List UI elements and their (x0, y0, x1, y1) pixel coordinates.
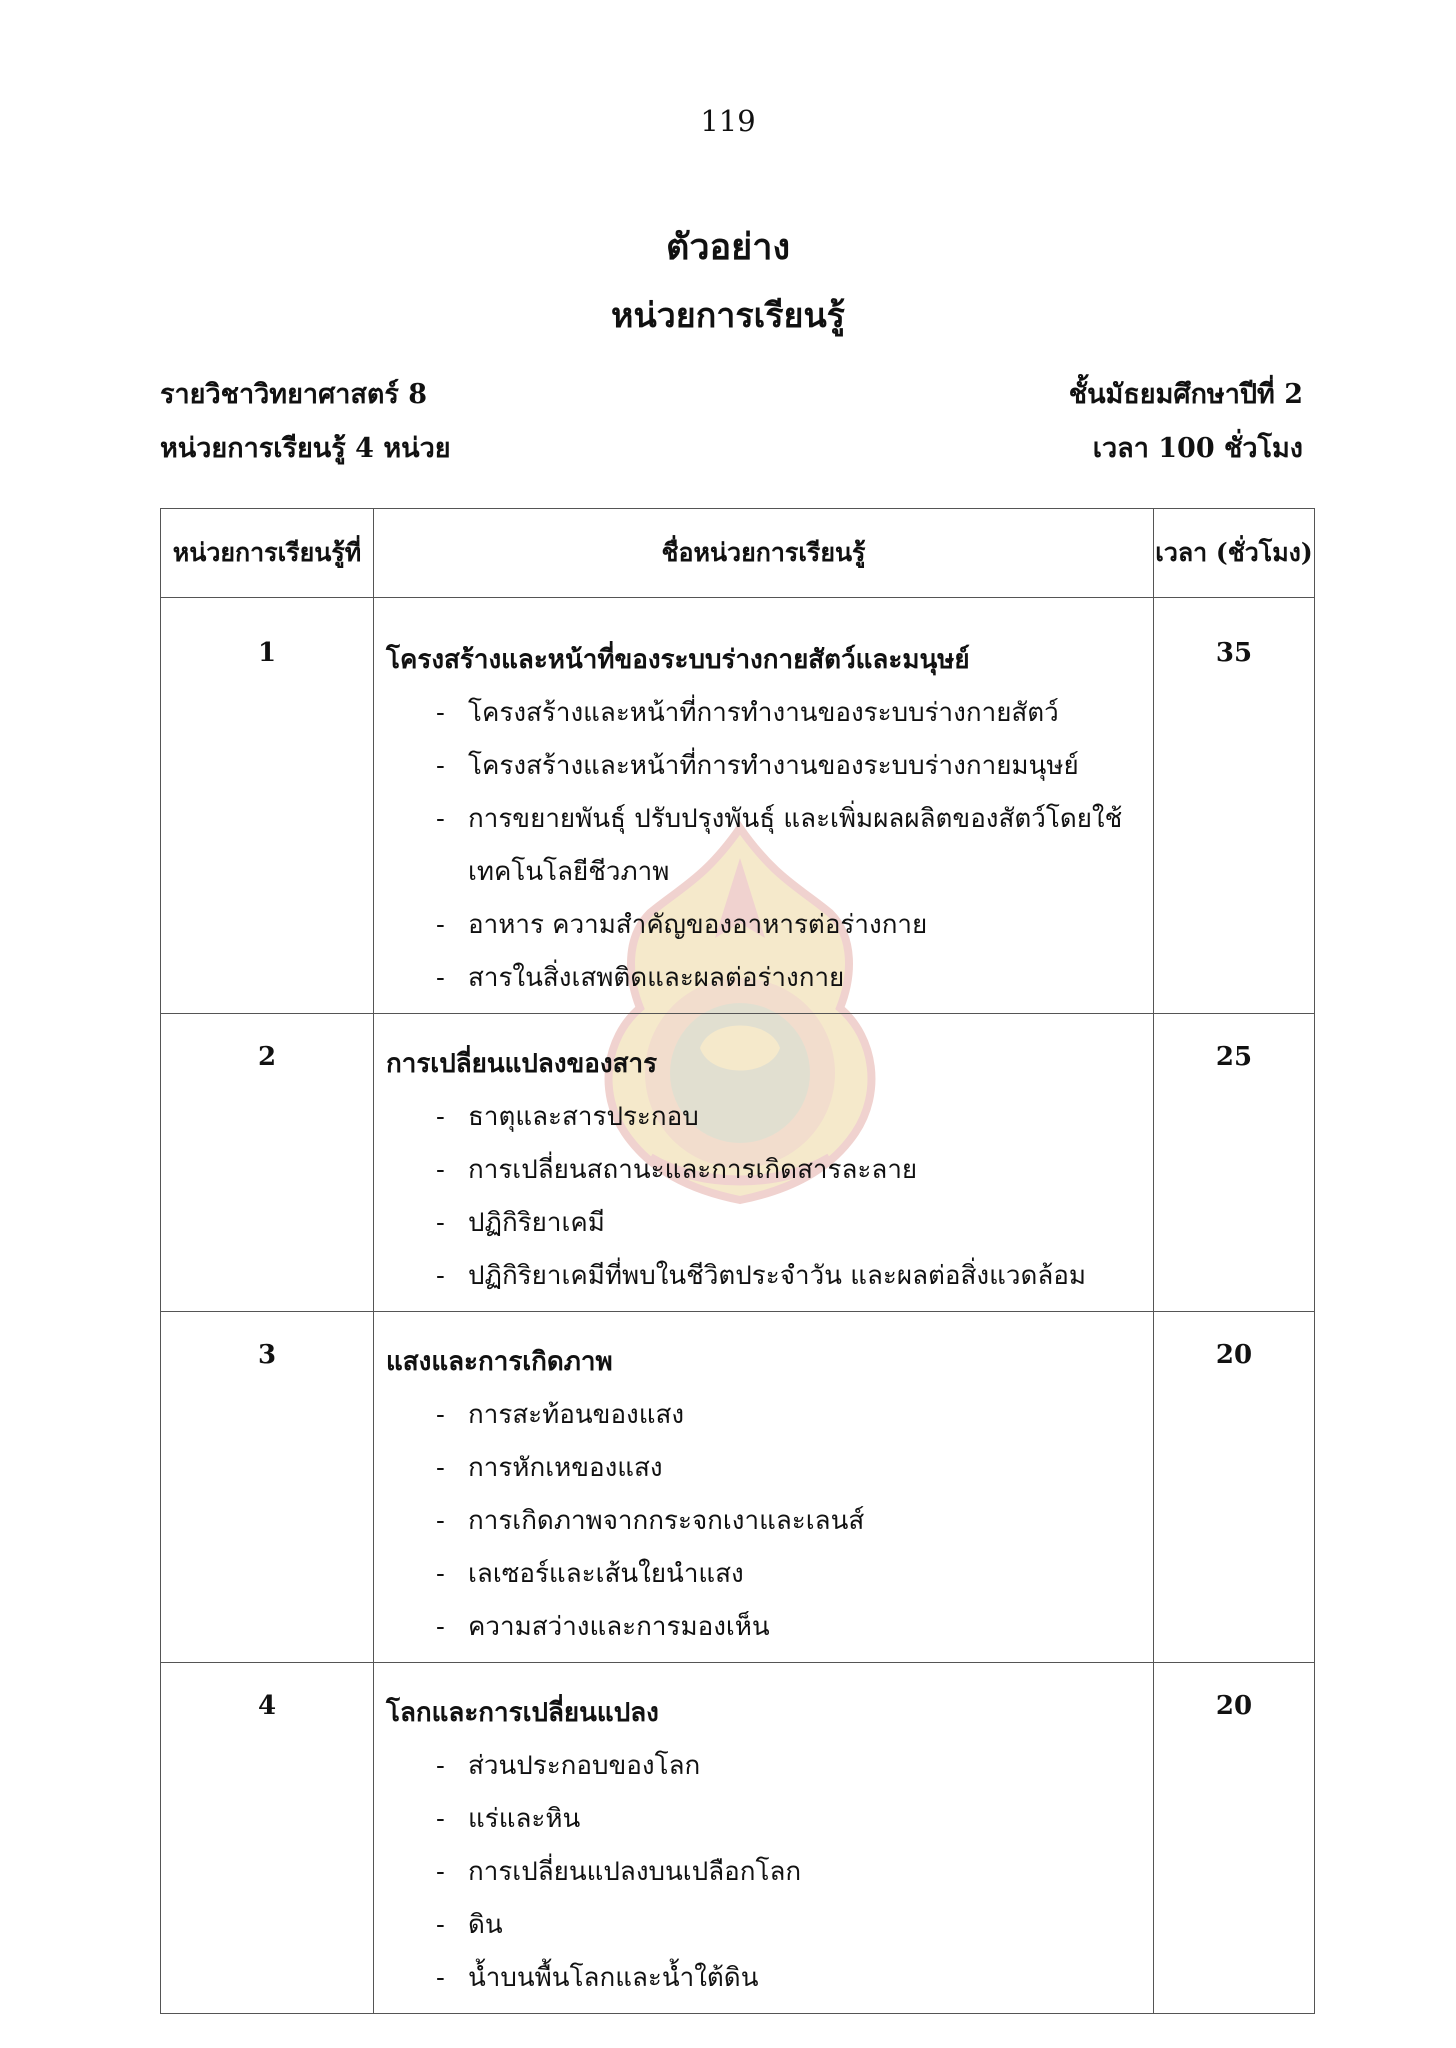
topic-item: - สารในสิ่งเสพติดและผลต่อร่างกาย (386, 952, 1149, 1005)
topic-item: - แร่และหิน (386, 1793, 1149, 1846)
unit-hours: 35 (1154, 598, 1315, 1014)
topic-item: - การขยายพันธุ์ ปรับปรุงพันธุ์ และเพิ่มผลผลิตของสัตว์โดยใช้เทคโนโลยีชีวภาพ (386, 793, 1149, 899)
course-time: เวลา 100 ชั่วโมง (1092, 433, 1303, 464)
topic-item: - โครงสร้างและหน้าที่การทำงานของระบบร่างกายสัตว์ (386, 687, 1149, 740)
page-number: 119 (700, 104, 756, 138)
topic-item: - ดิน (386, 1899, 1149, 1952)
table-row (161, 598, 1315, 1014)
unit-content (374, 598, 1154, 1014)
topic-list (386, 1389, 1149, 1654)
header-hours: เวลา (ชั่วโมง) (1154, 509, 1315, 598)
topic-item: - อาหาร ความสำคัญของอาหารต่อร่างกาย (386, 899, 1149, 952)
topic-item: - ปฏิกิริยาเคมีที่พบในชีวิตประจำวัน และผลต่อสิ่งแวดล้อม (386, 1250, 1149, 1303)
course-subject: รายวิชาวิทยาศาสตร์ 8 (160, 379, 428, 410)
unit-number: 2 (161, 1014, 374, 1312)
topic-item: - โครงสร้างและหน้าที่การทำงานของระบบร่างกายมนุษย์ (386, 740, 1149, 793)
table-header-row (161, 509, 1315, 598)
topic-list (386, 687, 1149, 1005)
unit-name: โลกและการเปลี่ยนแปลง (386, 1698, 659, 1728)
topic-list (386, 1091, 1149, 1303)
topic-item: - ส่วนประกอบของโลก (386, 1740, 1149, 1793)
unit-hours: 20 (1154, 1312, 1315, 1663)
topic-item: - การเปลี่ยนสถานะและการเกิดสารละลาย (386, 1144, 1149, 1197)
unit-hours: 20 (1154, 1663, 1315, 2014)
topic-item: - การหักเหของแสง (386, 1442, 1149, 1495)
topic-item: - ความสว่างและการมองเห็น (386, 1601, 1149, 1654)
topic-list (386, 1740, 1149, 2005)
header-unit-number: หน่วยการเรียนรู้ที่ (161, 509, 374, 598)
topic-item: - เลเซอร์และเส้นใยนำแสง (386, 1548, 1149, 1601)
learning-units-table (160, 508, 1315, 2014)
unit-number: 1 (161, 598, 374, 1014)
table-row (161, 1014, 1315, 1312)
header-unit-name: ชื่อหน่วยการเรียนรู้ (374, 509, 1154, 598)
table-row (161, 1312, 1315, 1663)
topic-item: - การสะท้อนของแสง (386, 1389, 1149, 1442)
page-title: ตัวอย่าง (665, 226, 791, 268)
unit-content (374, 1663, 1154, 2014)
unit-content (374, 1014, 1154, 1312)
table-row (161, 1663, 1315, 2014)
topic-item: - น้ำบนพื้นโลกและน้ำใต้ดิน (386, 1952, 1149, 2005)
topic-item: - การเกิดภาพจากกระจกเงาและเลนส์ (386, 1495, 1149, 1548)
unit-number: 4 (161, 1663, 374, 2014)
topic-item: - การเปลี่ยนแปลงบนเปลือกโลก (386, 1846, 1149, 1899)
unit-number: 3 (161, 1312, 374, 1663)
unit-hours: 25 (1154, 1014, 1315, 1312)
course-grade: ชั้นมัธยมศึกษาปีที่ 2 (1068, 379, 1303, 410)
unit-content (374, 1312, 1154, 1663)
topic-item: - ธาตุและสารประกอบ (386, 1091, 1149, 1144)
unit-name: โครงสร้างและหน้าที่ของระบบร่างกายสัตว์และมนุษย์ (386, 645, 970, 675)
unit-name: แสงและการเกิดภาพ (386, 1347, 613, 1377)
unit-name: การเปลี่ยนแปลงของสาร (386, 1049, 658, 1079)
page-subtitle: หน่วยการเรียนรู้ (611, 296, 845, 336)
topic-item: - ปฏิกิริยาเคมี (386, 1197, 1149, 1250)
course-unit-count: หน่วยการเรียนรู้ 4 หน่วย (160, 433, 451, 464)
